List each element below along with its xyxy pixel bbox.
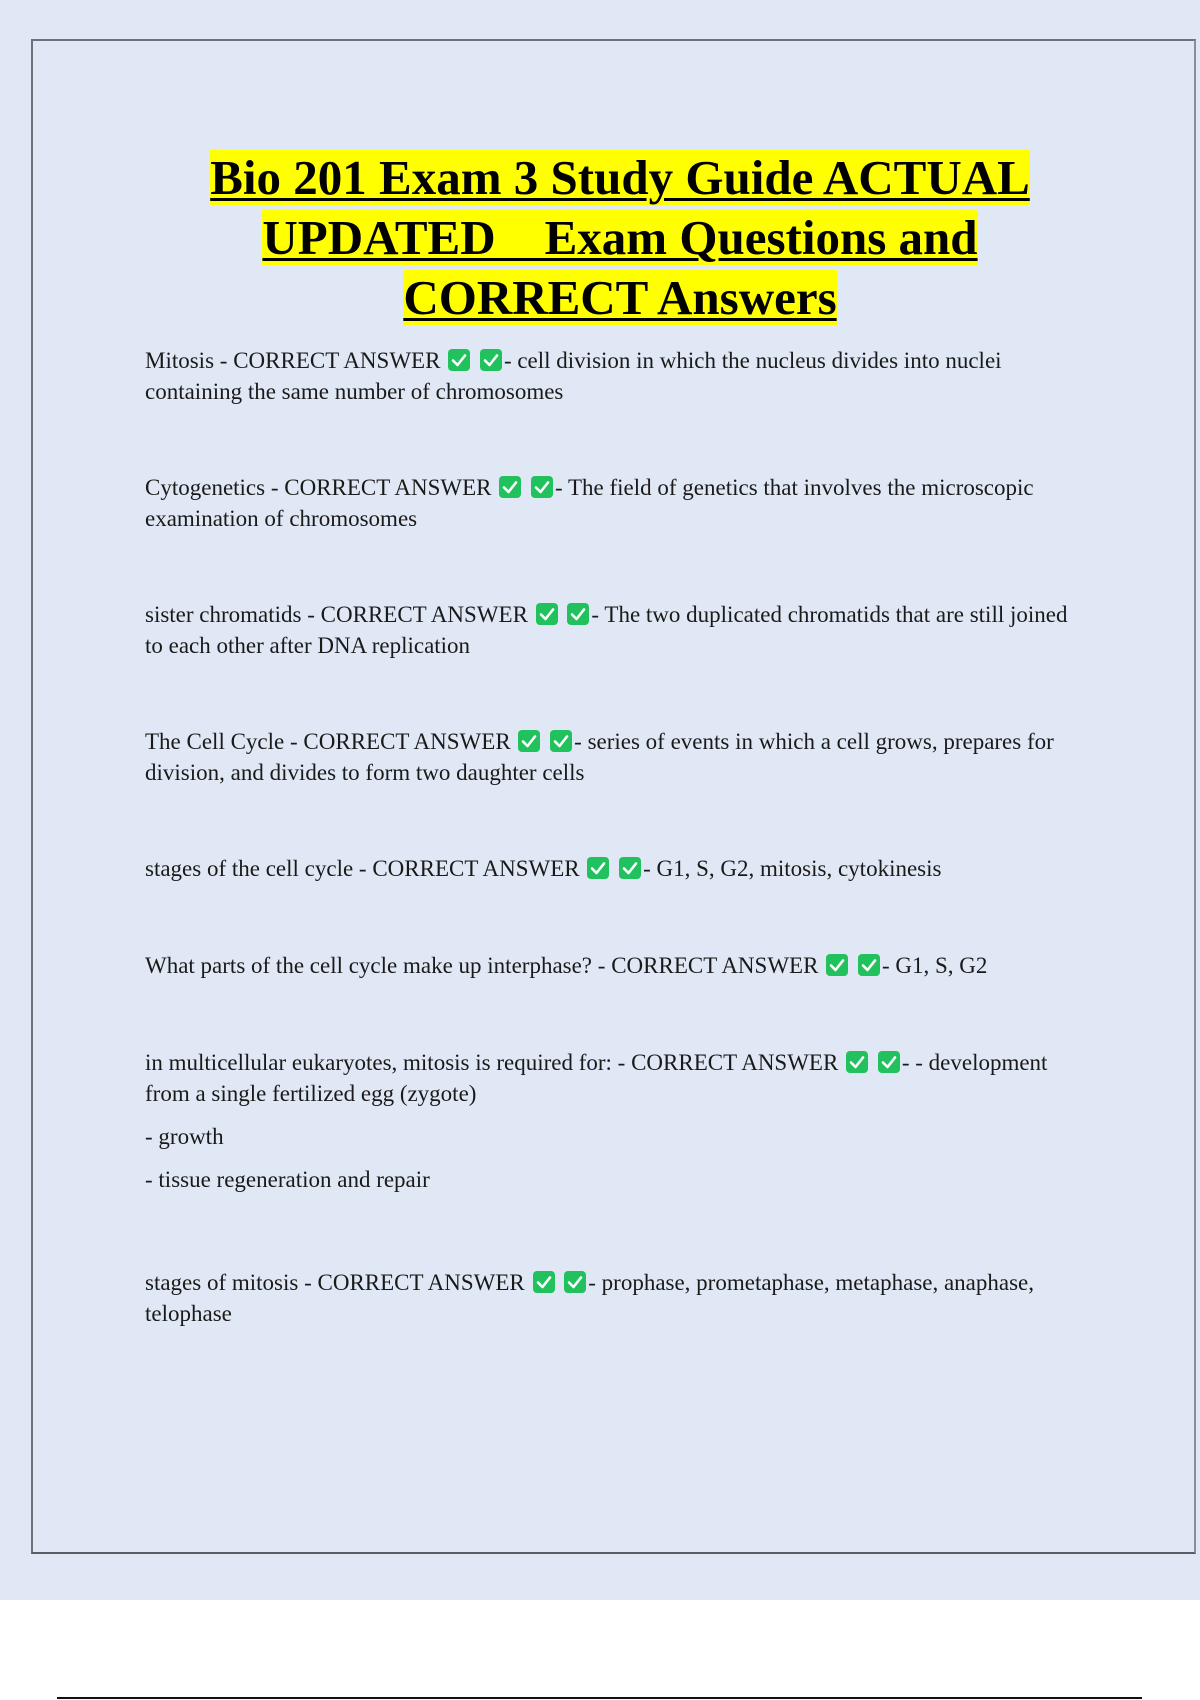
qa-definition: - The two duplicated chromatids that are still joined to each other after DNA replication [145,602,1068,658]
qa-item-mitosis-required [145,1047,1085,1195]
answer-marker: CORRECT ANSWER [303,729,511,754]
check-icon [564,1271,586,1293]
qa-definition: - The field of genetics that involves the microscopic examination of chromosomes [145,475,1034,531]
qa-item-interphase [145,950,1085,981]
title-line-3: CORRECT Answers [403,270,837,325]
document-title [120,148,1120,328]
check-icon [826,954,848,976]
qa-item-sister-chromatids [145,599,1085,661]
qa-sub-line-regeneration: - tissue regeneration and repair [145,1167,430,1192]
check-icon [480,349,502,371]
check-icon [533,1271,555,1293]
check-icon [531,476,553,498]
qa-definition: - G1, S, G2, mitosis, cytokinesis [643,856,942,881]
qa-term: Cytogenetics - [145,475,285,500]
answer-marker: CORRECT ANSWER [284,475,492,500]
check-icon [619,857,641,879]
answer-marker: CORRECT ANSWER [611,953,819,978]
check-icon [587,857,609,879]
footer-divider [57,1697,1142,1699]
answer-marker: CORRECT ANSWER [372,856,580,881]
qa-item-mitosis [145,345,1085,407]
title-line-1: Bio 201 Exam 3 Study Guide ACTUAL [210,150,1030,205]
qa-term: in multicellular eukaryotes, mitosis is required for: - [145,1050,632,1075]
qa-definition: - series of events in which a cell grows, prepares for division, and divides to form two daughter cells [145,729,1054,785]
qa-item-stages-cell-cycle [145,853,1085,884]
qa-term: Mitosis - [145,348,234,373]
check-icon [518,730,540,752]
check-icon [536,603,558,625]
qa-definition: - - development from a single fertilized egg (zygote) [145,1050,1048,1106]
qa-sub-line-growth: - growth [145,1124,224,1149]
qa-term: The Cell Cycle - [145,729,304,754]
check-icon [499,476,521,498]
qa-term: stages of mitosis - [145,1270,318,1295]
qa-definition: - prophase, prometaphase, metaphase, anaphase, telophase [145,1270,1035,1326]
answer-marker: CORRECT ANSWER [233,348,441,373]
qa-definition: - G1, S, G2 [881,953,988,978]
answer-marker: CORRECT ANSWER [320,602,528,627]
qa-item-stages-mitosis [145,1267,1085,1329]
qa-term: What parts of the cell cycle make up interphase? - [145,953,612,978]
qa-item-cell-cycle [145,726,1085,788]
qa-item-cytogenetics [145,472,1085,534]
check-icon [846,1051,868,1073]
check-icon [550,730,572,752]
check-icon [448,349,470,371]
answer-marker: CORRECT ANSWER [317,1270,525,1295]
check-icon [567,603,589,625]
answer-marker: CORRECT ANSWER [631,1050,839,1075]
qa-term: sister chromatids - [145,602,321,627]
qa-definition: - cell division in which the nucleus divides into nuclei containing the same number of chromosomes [145,348,1002,404]
check-icon [858,954,880,976]
check-icon [878,1051,900,1073]
qa-term: stages of the cell cycle - [145,856,373,881]
title-line-2: UPDATED Exam Questions and [262,210,978,265]
